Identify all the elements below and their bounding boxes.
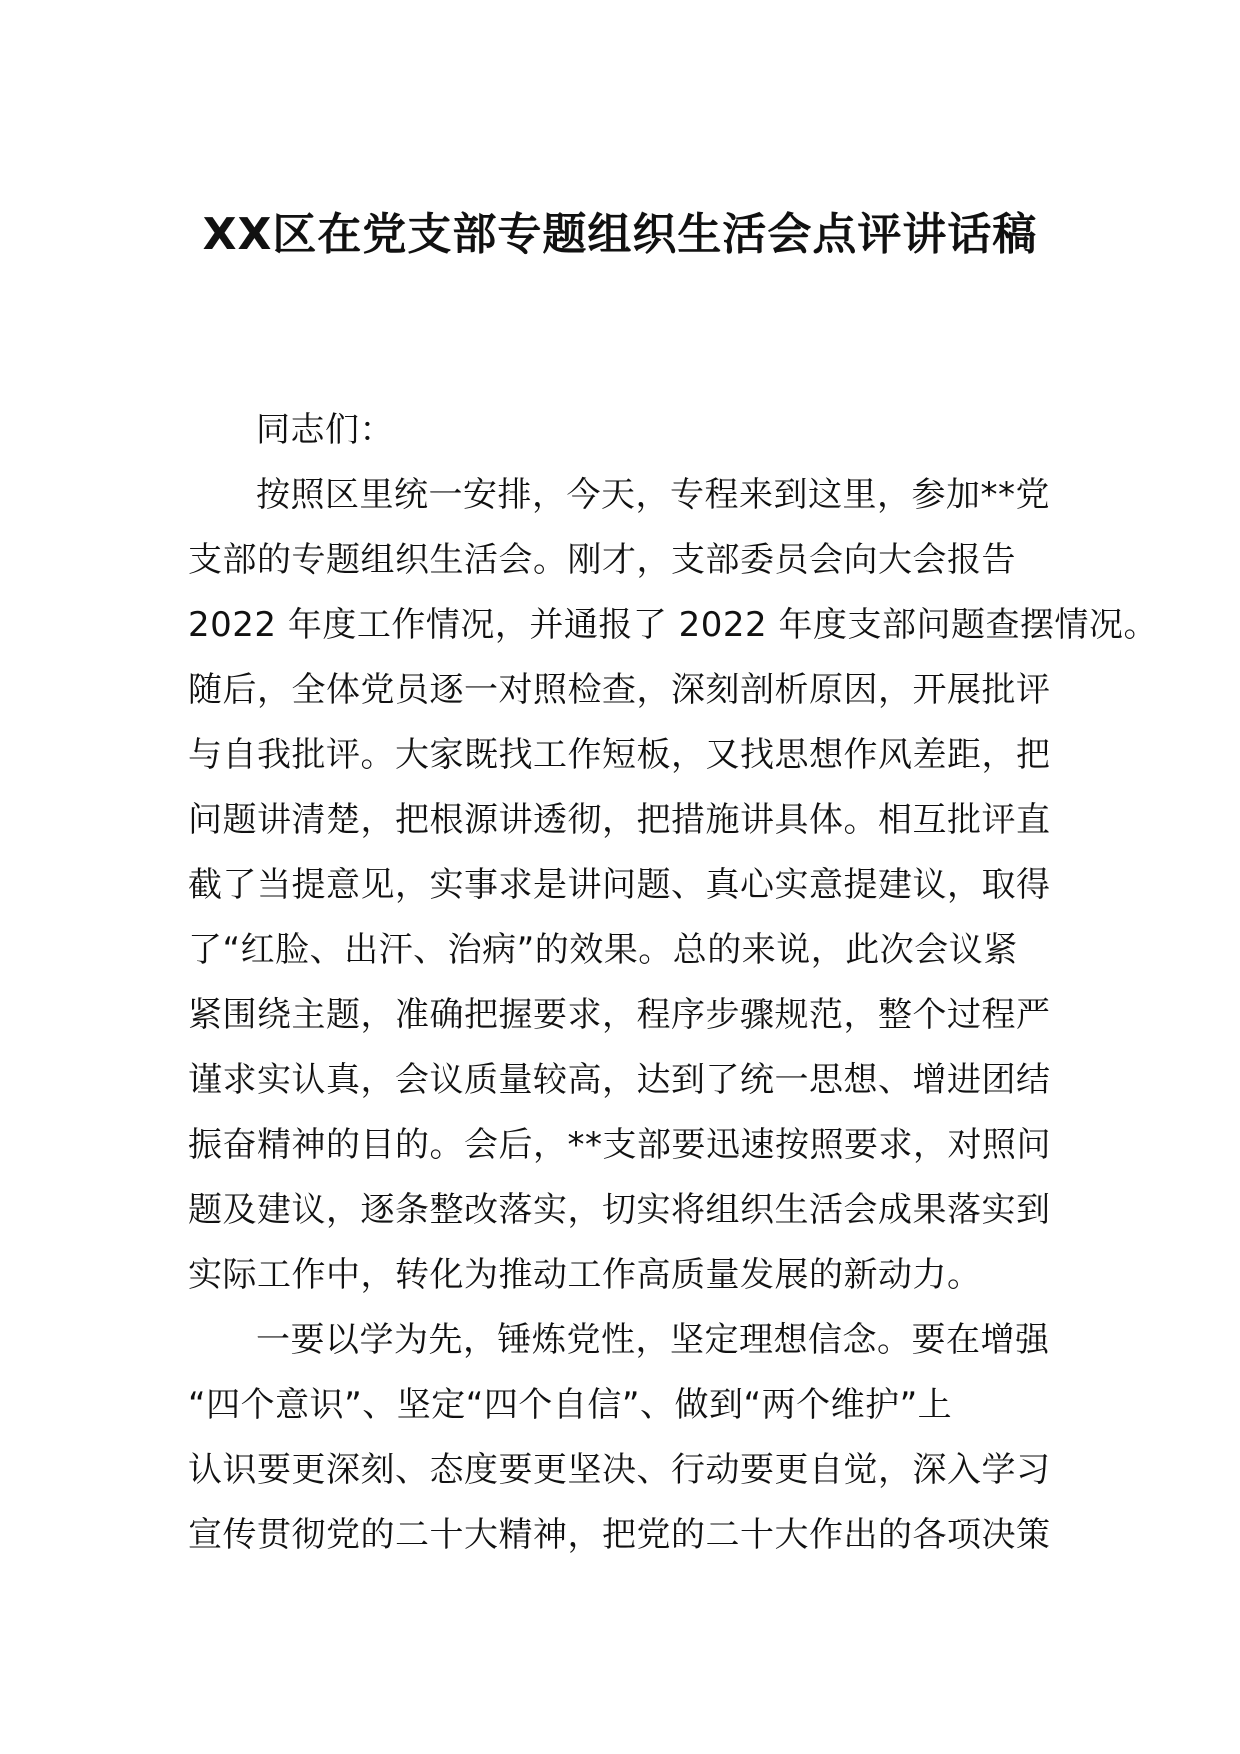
paragraph-line: 题及建议，逐条整改落实，切实将组织生活会成果落实到 — [188, 1190, 1051, 1230]
paragraph-line: 实际工作中，转化为推动工作高质量发展的新动力。 — [188, 1255, 982, 1295]
paragraph-line: 随后，全体党员逐一对照检查，深刻剖析原因，开展批评 — [188, 670, 1051, 710]
document-title: XX区在党支部专题组织生活会点评讲话稿 — [202, 209, 1038, 260]
paragraph-line: 宣传贯彻党的二十大精神，把党的二十大作出的各项决策 — [188, 1515, 1051, 1555]
salutation-line: 同志们： — [256, 410, 394, 450]
paragraph-line: 振奋精神的目的。会后，**支部要迅速按照要求，对照问 — [188, 1125, 1051, 1165]
paragraph-line: 支部的专题组织生活会。刚才，支部委员会向大会报告 — [188, 540, 1016, 580]
paragraph-line: 按照区里统一安排，今天，专程来到这里，参加**党 — [256, 475, 1050, 515]
paragraph-line: 了“红脸、出汗、治病”的效果。总的来说，此次会议紧 — [188, 930, 1018, 970]
paragraph-line: 问题讲清楚，把根源讲透彻，把措施讲具体。相互批评直 — [188, 800, 1051, 840]
paragraph-line: “四个意识”、坚定“四个自信”、做到“两个维护”上 — [188, 1385, 953, 1425]
paragraph-line: 一要以学为先，锤炼党性，坚定理想信念。要在增强 — [256, 1320, 1050, 1360]
paragraph-line: 与自我批评。大家既找工作短板，又找思想作风差距，把 — [188, 735, 1051, 775]
paragraph-line: 谨求实认真，会议质量较高，达到了统一思想、增进团结 — [188, 1060, 1051, 1100]
paragraph-line: 截了当提意见，实事求是讲问题、真心实意提建议，取得 — [188, 865, 1051, 905]
paragraph-line: 2022 年度工作情况，并通报了 2022 年度支部问题查摆情况。 — [188, 605, 1158, 645]
paragraph-line: 紧围绕主题，准确把握要求，程序步骤规范，整个过程严 — [188, 995, 1051, 1035]
document-body — [188, 398, 1158, 1568]
paragraph-line: 认识要更深刻、态度要更坚决、行动要更自觉，深入学习 — [188, 1450, 1051, 1490]
